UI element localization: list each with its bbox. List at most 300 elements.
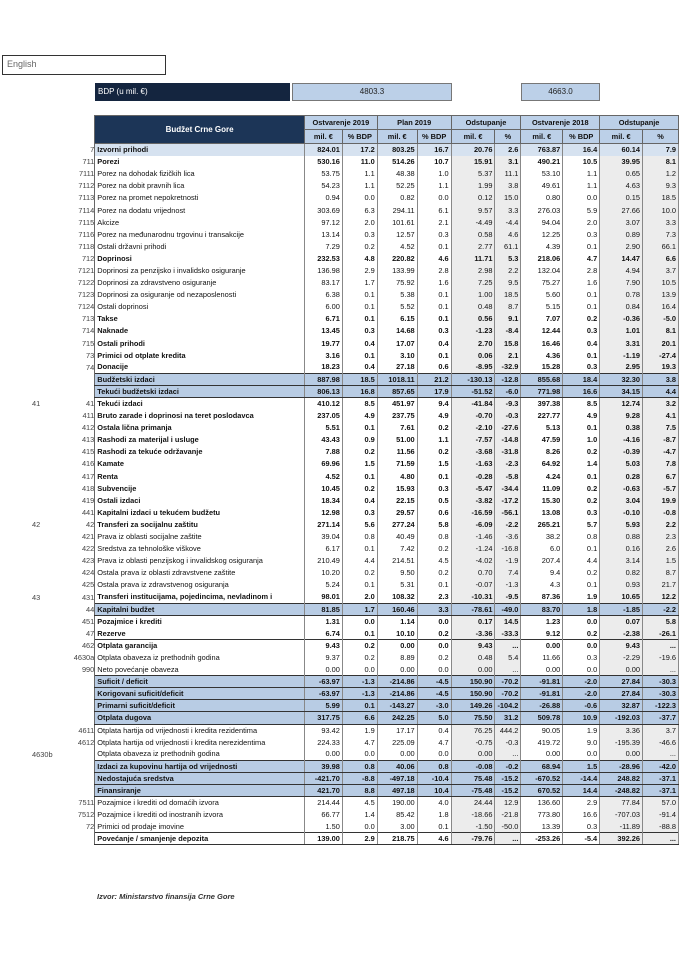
value-cell: 16.4 <box>643 301 679 313</box>
value-cell: 0.28 <box>600 470 643 482</box>
value-cell: 1.1 <box>563 180 600 192</box>
value-cell: -195.39 <box>600 736 643 748</box>
row-label: Rashodi za tekuće održavanje <box>95 446 305 458</box>
value-cell: 21.2 <box>417 373 451 385</box>
value-cell: 0.00 <box>521 639 563 651</box>
value-cell: ... <box>495 639 521 651</box>
value-cell: 2.6 <box>643 543 679 555</box>
account-code: 7122 <box>77 278 95 288</box>
value-cell: 3.2 <box>643 397 679 409</box>
value-cell: -17.2 <box>495 494 521 506</box>
value-cell: ... <box>643 748 679 760</box>
outer-code <box>30 506 65 518</box>
gdp-label: BDP (u mil. €) <box>95 83 290 101</box>
value-cell: 87.36 <box>521 591 563 603</box>
value-cell: 227.77 <box>521 410 563 422</box>
value-cell: -4.49 <box>451 216 495 228</box>
value-cell: -2.2 <box>643 603 679 615</box>
value-cell: 39.04 <box>304 531 342 543</box>
value-cell: 0.48 <box>451 651 495 663</box>
row-label: Porez na dobit pravnih lica <box>95 180 305 192</box>
value-cell: 10.0 <box>643 204 679 216</box>
value-cell: 1.9 <box>563 591 600 603</box>
value-cell: 0.0 <box>563 639 600 651</box>
row-label: Otplata dugova <box>95 712 305 724</box>
table-row <box>30 664 679 676</box>
row-label: Doprinosi <box>95 252 305 264</box>
value-cell: 90.05 <box>521 724 563 736</box>
value-cell: 0.1 <box>563 349 600 361</box>
value-cell: 1.23 <box>521 615 563 627</box>
value-cell: 0.2 <box>417 543 451 555</box>
account-code: 4611 <box>78 725 95 735</box>
value-cell: -122.3 <box>643 700 679 712</box>
value-cell: 0.80 <box>521 192 563 204</box>
value-cell: 5.15 <box>521 301 563 313</box>
account-code: 419 <box>81 495 95 505</box>
outer-code <box>30 651 65 663</box>
row-label: Otplata garancija <box>95 639 305 651</box>
value-cell: 224.33 <box>304 736 342 748</box>
value-cell: 0.0 <box>342 192 377 204</box>
value-cell: ... <box>643 639 679 651</box>
value-cell: 0.0 <box>342 664 377 676</box>
value-cell: 4.39 <box>521 240 563 252</box>
value-cell: -4.16 <box>600 434 643 446</box>
language-select[interactable]: English <box>2 55 166 75</box>
value-cell: 7.42 <box>377 543 417 555</box>
value-cell: 0.5 <box>417 494 451 506</box>
value-cell: 0.3 <box>342 228 377 240</box>
value-cell: -14.8 <box>495 434 521 446</box>
value-cell: 10.7 <box>417 156 451 168</box>
value-cell: 0.0 <box>563 192 600 204</box>
value-cell: -1.24 <box>451 543 495 555</box>
value-cell: 10.45 <box>304 482 342 494</box>
value-cell: 0.0 <box>342 748 377 760</box>
value-cell: -0.2 <box>495 760 521 772</box>
value-cell: -0.39 <box>600 446 643 458</box>
value-cell: 9.37 <box>304 651 342 663</box>
row-label: Ostala prava iz oblasti zdravstvene zaštite <box>95 567 305 579</box>
row-label: Budžetski izdaci <box>95 373 305 385</box>
table-row <box>30 385 679 397</box>
value-cell: 10.5 <box>643 277 679 289</box>
value-cell: 31.2 <box>495 712 521 724</box>
value-cell: -0.28 <box>451 470 495 482</box>
value-cell: -248.82 <box>600 784 643 796</box>
value-cell: 1.6 <box>417 277 451 289</box>
account-code: 424 <box>81 568 95 578</box>
subcolumn-header: % BDP <box>417 130 451 144</box>
value-cell: 4.4 <box>563 555 600 567</box>
value-cell: -0.10 <box>600 506 643 518</box>
value-cell: -10.4 <box>417 772 451 784</box>
value-cell: 4.0 <box>417 797 451 809</box>
value-cell: -2.3 <box>495 458 521 470</box>
value-cell: 21.7 <box>643 579 679 591</box>
value-cell: 8.8 <box>342 784 377 796</box>
value-cell: 0.1 <box>563 470 600 482</box>
value-cell: 0.2 <box>342 482 377 494</box>
value-cell: 0.1 <box>417 470 451 482</box>
value-cell: 4.5 <box>417 555 451 567</box>
outer-code: 43 <box>32 592 41 602</box>
row-label: Primarni suficit/deficit <box>95 700 305 712</box>
value-cell: 7.25 <box>451 277 495 289</box>
value-cell: 15.93 <box>377 482 417 494</box>
subcolumn-header: mil. € <box>377 130 417 144</box>
value-cell: 19.9 <box>643 494 679 506</box>
account-code: 7124 <box>77 302 95 312</box>
value-cell: 7.61 <box>377 422 417 434</box>
value-cell: 1.6 <box>563 277 600 289</box>
row-label: Ostali prihodi <box>95 337 305 349</box>
row-label: Izdaci za kupovinu hartija od vrijednosti <box>95 760 305 772</box>
value-cell: 3.3 <box>643 216 679 228</box>
value-cell: 139.00 <box>304 833 342 845</box>
outer-code <box>30 264 65 276</box>
value-cell: 85.42 <box>377 809 417 821</box>
account-code: 715 <box>81 338 95 348</box>
value-cell: 17.17 <box>377 724 417 736</box>
value-cell: 2.0 <box>342 216 377 228</box>
value-cell: 0.1 <box>417 289 451 301</box>
value-cell: 1.1 <box>417 180 451 192</box>
value-cell: 18.5 <box>643 192 679 204</box>
value-cell: 1.14 <box>377 615 417 627</box>
value-cell: 0.00 <box>377 664 417 676</box>
value-cell: 6.00 <box>304 301 342 313</box>
table-row <box>30 204 679 216</box>
value-cell: 16.8 <box>342 385 377 397</box>
value-cell: 2.95 <box>600 361 643 373</box>
outer-code <box>30 579 65 591</box>
value-cell: 0.4 <box>563 337 600 349</box>
value-cell: -27.4 <box>643 349 679 361</box>
account-code: 417 <box>81 471 95 481</box>
account-code: 423 <box>81 556 95 566</box>
value-cell: 1.31 <box>304 615 342 627</box>
value-cell: 0.2 <box>563 482 600 494</box>
value-cell: -6.09 <box>451 518 495 530</box>
value-cell: 12.9 <box>495 797 521 809</box>
value-cell: 43.43 <box>304 434 342 446</box>
row-label: Primici od otplate kredita <box>95 349 305 361</box>
value-cell: 9.1 <box>495 313 521 325</box>
value-cell: 16.7 <box>417 144 451 156</box>
value-cell: 0.38 <box>600 422 643 434</box>
value-cell: 210.49 <box>304 555 342 567</box>
value-cell: 4.7 <box>563 252 600 264</box>
outer-code <box>30 204 65 216</box>
value-cell: 4.1 <box>643 410 679 422</box>
row-label: Pozajmice i krediti od inostranih izvora <box>95 809 305 821</box>
value-cell: 4.3 <box>521 579 563 591</box>
value-cell: 1.9 <box>563 724 600 736</box>
value-cell: 0.1 <box>342 543 377 555</box>
value-cell: -421.70 <box>304 772 342 784</box>
value-cell: 81.85 <box>304 603 342 615</box>
value-cell: 13.14 <box>304 228 342 240</box>
value-cell: -130.13 <box>451 373 495 385</box>
value-cell: 3.10 <box>377 349 417 361</box>
value-cell: 218.06 <box>521 252 563 264</box>
value-cell: 11.56 <box>377 446 417 458</box>
value-cell: 0.2 <box>563 313 600 325</box>
table-row <box>30 615 679 627</box>
value-cell: 0.17 <box>451 615 495 627</box>
value-cell: 0.1 <box>417 301 451 313</box>
value-cell: -3.0 <box>417 700 451 712</box>
row-label: Porezi <box>95 156 305 168</box>
value-cell: 0.1 <box>417 240 451 252</box>
outer-code <box>30 482 65 494</box>
value-cell: -192.03 <box>600 712 643 724</box>
table-row <box>30 506 679 518</box>
value-cell: 0.9 <box>342 434 377 446</box>
value-cell: 2.1 <box>417 216 451 228</box>
row-label: Neto povećanje obaveza <box>95 664 305 676</box>
value-cell: 0.0 <box>342 615 377 627</box>
table-row <box>30 434 679 446</box>
value-cell: 9.3 <box>643 180 679 192</box>
value-cell: 4.8 <box>342 252 377 264</box>
value-cell: 3.8 <box>643 373 679 385</box>
value-cell: 52.25 <box>377 180 417 192</box>
value-cell: 0.3 <box>417 228 451 240</box>
account-code <box>65 784 95 796</box>
value-cell: ... <box>643 833 679 845</box>
value-cell: 8.7 <box>643 567 679 579</box>
value-cell: 4.24 <box>521 470 563 482</box>
account-code: 462 <box>81 640 95 650</box>
value-cell: 69.96 <box>304 458 342 470</box>
value-cell: -18.66 <box>451 809 495 821</box>
value-cell: 39.98 <box>304 760 342 772</box>
account-code: 7115 <box>78 217 95 227</box>
subcolumn-header: mil. € <box>521 130 563 144</box>
value-cell: -5.4 <box>563 833 600 845</box>
value-cell: 18.4 <box>563 373 600 385</box>
value-cell: 0.82 <box>600 567 643 579</box>
value-cell: 0.6 <box>417 361 451 373</box>
value-cell: ... <box>495 748 521 760</box>
value-cell: 60.14 <box>600 144 643 156</box>
table-row <box>30 337 679 349</box>
value-cell: 160.46 <box>377 603 417 615</box>
value-cell: 0.3 <box>563 325 600 337</box>
value-cell: 16.6 <box>563 385 600 397</box>
value-cell: 0.2 <box>342 567 377 579</box>
row-label: Rashodi za materijal i usluge <box>95 434 305 446</box>
value-cell: -28.96 <box>600 760 643 772</box>
value-cell: 1.1 <box>342 168 377 180</box>
value-cell: 225.09 <box>377 736 417 748</box>
value-cell: 1.01 <box>600 325 643 337</box>
value-cell: 0.0 <box>417 639 451 651</box>
value-cell: -91.81 <box>521 676 563 688</box>
value-cell: 0.3 <box>342 506 377 518</box>
row-label: Prava iz oblasti socijalne zaštite <box>95 531 305 543</box>
value-cell: 19.3 <box>643 361 679 373</box>
value-cell: 451.97 <box>377 397 417 409</box>
value-cell: 803.25 <box>377 144 417 156</box>
value-cell: 0.56 <box>451 313 495 325</box>
row-label: Nedostajuća sredstva <box>95 772 305 784</box>
value-cell: 14.4 <box>563 784 600 796</box>
table-row <box>30 397 679 409</box>
value-cell: -41.84 <box>451 397 495 409</box>
account-code: 7114 <box>78 205 95 215</box>
value-cell: 8.26 <box>521 446 563 458</box>
value-cell: 38.2 <box>521 531 563 543</box>
table-row <box>30 494 679 506</box>
value-cell: 11.66 <box>521 651 563 663</box>
account-code <box>65 688 95 700</box>
row-label: Doprinosi za zdravstveno osiguranje <box>95 277 305 289</box>
gdp-value-2018: 4663.0 <box>521 83 600 101</box>
value-cell: -30.3 <box>643 676 679 688</box>
value-cell: 1.1 <box>342 180 377 192</box>
outer-code <box>30 531 65 543</box>
value-cell: 0.8 <box>342 760 377 772</box>
value-cell: 271.14 <box>304 518 342 530</box>
value-cell: 0.3 <box>342 325 377 337</box>
value-cell: 12.98 <box>304 506 342 518</box>
account-code: 431 <box>81 592 95 602</box>
value-cell: 5.31 <box>377 579 417 591</box>
value-cell: 1.50 <box>304 821 342 833</box>
value-cell: -2.0 <box>563 688 600 700</box>
value-cell: 15.8 <box>495 337 521 349</box>
value-cell: -3.6 <box>495 531 521 543</box>
value-cell: 0.82 <box>377 192 417 204</box>
outer-code <box>30 192 65 204</box>
value-cell: 5.52 <box>377 301 417 313</box>
value-cell: -2.10 <box>451 422 495 434</box>
value-cell: 0.6 <box>417 506 451 518</box>
account-code <box>65 760 95 772</box>
value-cell: 214.44 <box>304 797 342 809</box>
row-label: Transferi institucijama, pojedincima, nevladinom i <box>95 591 305 603</box>
account-code: 73 <box>86 350 95 360</box>
value-cell: 5.0 <box>417 712 451 724</box>
value-cell: 0.1 <box>342 349 377 361</box>
value-cell: -1.3 <box>342 688 377 700</box>
value-cell: -7.57 <box>451 434 495 446</box>
value-cell: -14.4 <box>563 772 600 784</box>
value-cell: 2.9 <box>563 797 600 809</box>
value-cell: 0.1 <box>563 289 600 301</box>
value-cell: 7.8 <box>643 458 679 470</box>
value-cell: -30.3 <box>643 688 679 700</box>
value-cell: 4.4 <box>342 555 377 567</box>
value-cell: -214.86 <box>377 676 417 688</box>
table-row <box>30 688 679 700</box>
value-cell: 1.4 <box>563 458 600 470</box>
value-cell: 49.61 <box>521 180 563 192</box>
value-cell: 3.36 <box>600 724 643 736</box>
value-cell: -91.81 <box>521 688 563 700</box>
value-cell: 97.12 <box>304 216 342 228</box>
value-cell: 0.0 <box>417 615 451 627</box>
outer-code: 4630b <box>32 749 53 759</box>
value-cell: 16.6 <box>563 809 600 821</box>
row-label: Subvencije <box>95 482 305 494</box>
outer-code <box>30 349 65 361</box>
value-cell: 9.5 <box>495 277 521 289</box>
outer-code <box>30 712 65 724</box>
value-cell: 66.77 <box>304 809 342 821</box>
value-cell: 1.99 <box>451 180 495 192</box>
value-cell: -37.1 <box>643 772 679 784</box>
account-code: 422 <box>81 544 95 554</box>
value-cell: 1.5 <box>643 555 679 567</box>
value-cell: 530.16 <box>304 156 342 168</box>
value-cell: 132.04 <box>521 264 563 276</box>
account-code: 7118 <box>78 241 95 251</box>
row-label: Kapitalni budžet <box>95 603 305 615</box>
outer-code <box>30 567 65 579</box>
value-cell: 136.60 <box>521 797 563 809</box>
value-cell: 0.2 <box>342 240 377 252</box>
value-cell: 0.12 <box>451 192 495 204</box>
value-cell: -253.26 <box>521 833 563 845</box>
value-cell: 3.00 <box>377 821 417 833</box>
value-cell: -0.07 <box>451 579 495 591</box>
value-cell: 18.34 <box>304 494 342 506</box>
value-cell: 0.0 <box>563 615 600 627</box>
account-code: 44 <box>86 604 95 614</box>
value-cell: 0.3 <box>417 482 451 494</box>
outer-code <box>30 676 65 688</box>
value-cell: 0.2 <box>417 422 451 434</box>
value-cell: -16.8 <box>495 543 521 555</box>
value-cell: -50.0 <box>495 821 521 833</box>
value-cell: 149.26 <box>451 700 495 712</box>
outer-code: 42 <box>32 519 41 529</box>
value-cell: -6.0 <box>495 385 521 397</box>
header-row-groups <box>30 116 679 130</box>
row-label: Ostali doprinosi <box>95 301 305 313</box>
value-cell: 0.2 <box>563 567 600 579</box>
value-cell: 4.7 <box>417 736 451 748</box>
table-row <box>30 410 679 422</box>
value-cell: -15.2 <box>495 772 521 784</box>
value-cell: 9.4 <box>417 397 451 409</box>
subcolumn-header: mil. € <box>600 130 643 144</box>
outer-code <box>30 144 65 156</box>
value-cell: -49.0 <box>495 603 521 615</box>
value-cell: 0.0 <box>417 664 451 676</box>
value-cell: -1.3 <box>342 676 377 688</box>
value-cell: 0.3 <box>417 325 451 337</box>
value-cell: 2.3 <box>417 591 451 603</box>
account-code: 7113 <box>78 193 95 203</box>
table-row <box>30 168 679 180</box>
value-cell: 13.08 <box>521 506 563 518</box>
value-cell: -63.97 <box>304 688 342 700</box>
table-row <box>30 627 679 639</box>
account-code: 451 <box>81 616 95 626</box>
value-cell: 218.75 <box>377 833 417 845</box>
value-cell: 34.15 <box>600 385 643 397</box>
outer-code <box>30 688 65 700</box>
value-cell: 8.1 <box>643 325 679 337</box>
account-code: 7116 <box>78 229 95 239</box>
value-cell: 0.0 <box>417 192 451 204</box>
